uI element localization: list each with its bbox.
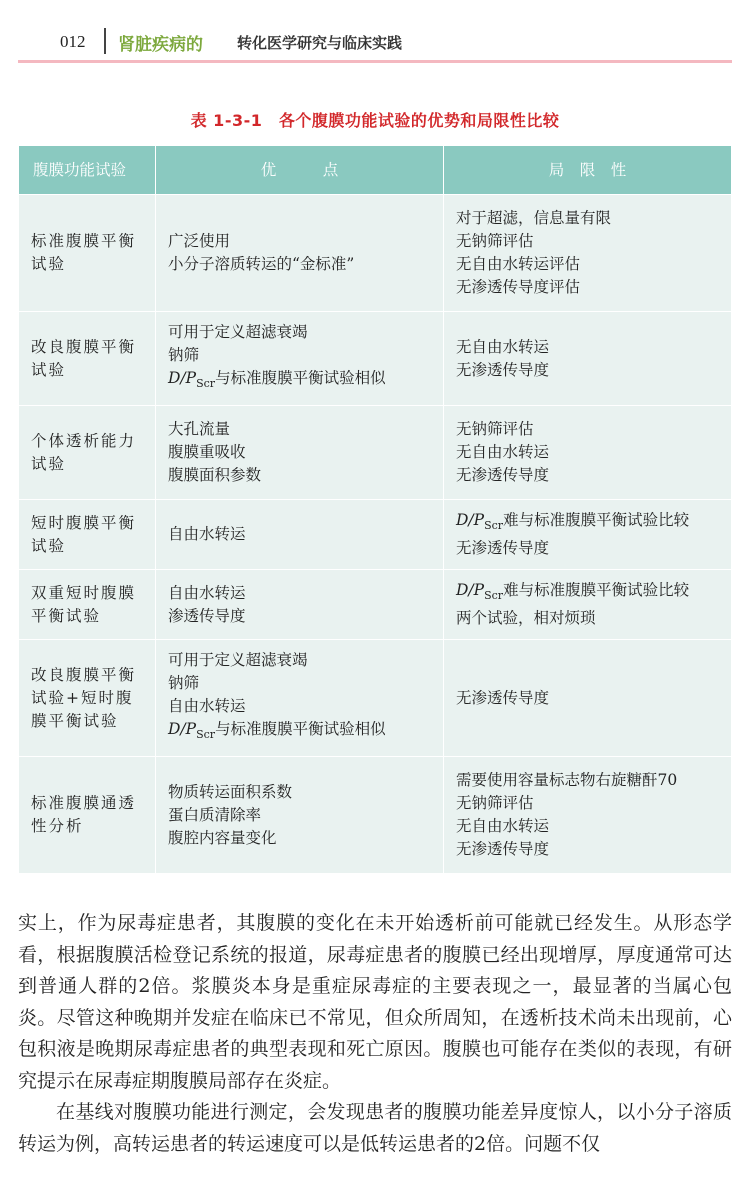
cell-line: 试验+短时腹 [31, 688, 134, 707]
cell-line: 无渗透传导度 [456, 688, 550, 707]
cell-line: 试验 [31, 536, 67, 555]
advantages-cell [156, 640, 444, 757]
cell-line: 无渗透传导度 [456, 840, 550, 858]
test-name-cell [19, 757, 156, 874]
cell-line: 钠筛 [168, 674, 200, 693]
test-name-cell [19, 640, 156, 757]
cell-line: 可用于定义超滤衰竭 [168, 651, 308, 670]
cell-line: 自由水转运 [168, 583, 246, 602]
limitations-cell [444, 406, 732, 500]
cell-line: 标准腹膜通透 [31, 794, 137, 812]
cell-line: 双重短时腹膜 [31, 583, 137, 602]
cell-line: 标准腹膜平衡 [31, 232, 137, 250]
cell-line: 无自由水转运 [456, 337, 550, 356]
page-header [0, 0, 750, 62]
cell-line: 试验 [31, 454, 67, 473]
cell-line: 钠筛 [168, 346, 200, 365]
cell-line: 试验 [31, 255, 67, 273]
column-header-advantages: 优 点 [156, 146, 444, 195]
table-row [19, 195, 732, 312]
cell-line: 自由水转运 [168, 697, 246, 716]
cell-line: 渗透传导度 [168, 606, 246, 625]
cell-line: 试验 [31, 360, 67, 379]
table-row [19, 570, 732, 640]
header-rule [18, 60, 732, 63]
cell-line: 无自由水转运 [456, 443, 550, 461]
column-header-limitations: 局 限 性 [444, 146, 732, 195]
limitations-cell [444, 195, 732, 312]
test-name-cell [19, 500, 156, 570]
table-row [19, 312, 732, 406]
cell-line: 无自由水转运 [456, 817, 550, 835]
advantages-cell [156, 195, 444, 312]
test-name-cell [19, 312, 156, 406]
cell-line: 两个试验，相对烦琐 [456, 609, 596, 628]
cell-line: 物质转运面积系数 [168, 782, 293, 801]
cell-line: 无渗透传导度评估 [456, 278, 581, 296]
cell-line: 无渗透传导度 [456, 539, 550, 558]
cell-line: 膜平衡试验 [31, 711, 119, 730]
cell-line: 无自由水转运评估 [456, 255, 581, 273]
cell-line: 短时腹膜平衡 [31, 513, 137, 532]
cell-line: 小分子溶质转运的“金标准” [168, 255, 355, 273]
header-divider [104, 28, 106, 54]
page-number: 012 [60, 32, 86, 51]
column-header-test: 腹膜功能试验 [19, 146, 156, 195]
body-text [18, 908, 732, 1160]
cell-line: 蛋白质清除率 [168, 805, 262, 824]
cell-line: 腹膜重吸收 [168, 443, 246, 461]
cell-line: $D/P_{Scr}$难与标准腹膜平衡试验比较 [456, 580, 690, 603]
table-row [19, 640, 732, 757]
paragraph: 在基线对腹膜功能进行测定，会发现患者的腹膜功能差异度惊人，以小分子溶质转运为例，高转运患者的转运速度可以是低转运患者的2倍。问题不仅 [18, 1101, 732, 1155]
limitations-cell [444, 640, 732, 757]
advantages-cell [156, 406, 444, 500]
cell-line: 大孔流量 [168, 420, 231, 438]
cell-line: 改良腹膜平衡 [31, 337, 137, 356]
cell-line: 对于超滤，信息量有限 [456, 209, 612, 227]
advantages-cell [156, 312, 444, 406]
cell-line: 广泛使用 [168, 232, 231, 250]
test-name-cell [19, 406, 156, 500]
cell-line: 无渗透传导度 [456, 360, 550, 379]
cell-line: 腹膜面积参数 [168, 466, 262, 484]
cell-line: 个体透析能力 [31, 431, 137, 450]
advantages-cell [156, 570, 444, 640]
table-row [19, 500, 732, 570]
limitations-cell [444, 500, 732, 570]
test-name-cell [19, 195, 156, 312]
limitations-cell [444, 312, 732, 406]
book-title-highlight: 肾脏疾病的 [118, 35, 203, 55]
comparison-table [18, 145, 732, 874]
cell-line: 无钠筛评估 [456, 420, 534, 438]
book-title: 转化医学研究与临床实践 [237, 34, 403, 52]
advantages-cell [156, 757, 444, 874]
table-row [19, 406, 732, 500]
test-name-cell [19, 570, 156, 640]
cell-line: 可用于定义超滤衰竭 [168, 323, 308, 342]
table-title: 表 1-3-1 各个腹膜功能试验的优势和局限性比较 [190, 111, 560, 130]
advantages-cell [156, 500, 444, 570]
cell-line: 自由水转运 [168, 525, 246, 543]
cell-line: 改良腹膜平衡 [31, 665, 137, 684]
cell-line: $D/P_{Scr}$难与标准腹膜平衡试验比较 [456, 510, 690, 533]
table-row [19, 757, 732, 874]
limitations-cell [444, 757, 732, 874]
cell-line: 无渗透传导度 [456, 466, 550, 484]
cell-line: 性分析 [31, 817, 84, 835]
cell-line: $D/P_{Scr}$与标准腹膜平衡试验相似 [168, 720, 386, 742]
cell-line: 腹腔内容量变化 [168, 828, 277, 847]
cell-line: 无钠筛评估 [456, 232, 534, 250]
cell-line: 需要使用容量标志物右旋糖酐70 [456, 771, 678, 789]
table-header-row [19, 146, 732, 195]
cell-line: $D/P_{Scr}$与标准腹膜平衡试验相似 [168, 369, 386, 391]
limitations-cell [444, 570, 732, 640]
cell-line: 平衡试验 [31, 606, 102, 625]
cell-line: 无钠筛评估 [456, 794, 534, 812]
paragraph: 实上，作为尿毒症患者，其腹膜的变化在未开始透析前可能就已经发生。从形态学看，根据腹膜活检登记系统的报道，尿毒症患者的腹膜已经出现增厚，厚度通常可达到普通人群的2倍。浆膜炎本身是重症尿毒症的主要表现之一，最显著的当属心包炎。尽管这种晚期并发症在临床已不常见，但众所周知，在透析技术尚未出现前，心包积液是晚期尿毒症患者的典型表现和死亡原因。腹膜也可能存在类似的表现，有研究提示在尿毒症期腹膜局部存在炎症。 [18, 912, 732, 1092]
